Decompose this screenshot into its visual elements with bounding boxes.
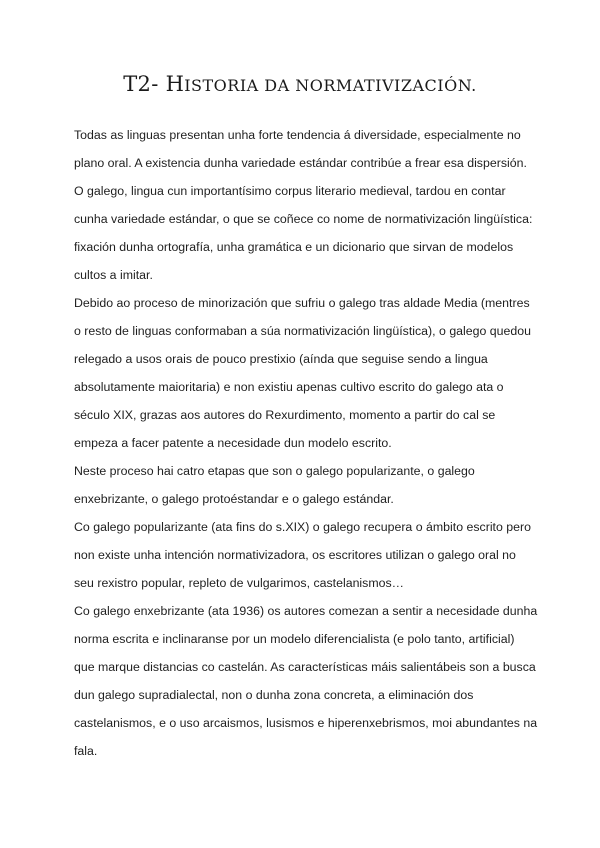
body-line: plano oral. A existencia dunha variedade estándar contribúe a frear esa dispersión. xyxy=(74,156,527,170)
body-line: Debido ao proceso de minorización que sufriu o galego tras aldade Media (mentres xyxy=(74,296,530,310)
body-line: Todas as linguas presentan unha forte tendencia á diversidade, especialmente no xyxy=(74,128,521,142)
body-line: cultos a imitar. xyxy=(74,268,153,282)
body-line: empeza a facer patente a necesidade dun modelo escrito. xyxy=(74,436,392,450)
body-line: Co galego popularizante (ata fins do s.XIX) o galego recupera o ámbito escrito pero xyxy=(74,520,531,534)
body-line: relegado a usos orais de pouco prestixio (aínda que seguise sendo a lingua xyxy=(74,352,488,366)
body-line: dun galego supradialectal, non o dunha zona concreta, a eliminación dos xyxy=(74,688,474,702)
body-line: Co galego enxebrizante (ata 1936) os autores comezan a sentir a necesidade dunha xyxy=(74,604,538,618)
title-prefix: T2- xyxy=(123,72,166,96)
body-line: cunha variedade estándar, o que se coñece co nome de normativización lingüística: xyxy=(74,212,533,226)
body-line: enxebrizante, o galego protoéstandar e o galego estándar. xyxy=(74,492,394,506)
body-line: que marque distancias co castelán. As características máis salientábeis son a busca xyxy=(74,660,536,674)
title-first-letter: H xyxy=(165,72,185,96)
document-body xyxy=(74,121,538,765)
body-line: castelanismos, e o uso arcaismos, lusismos e hiperenxebrismos, moi abundantes na xyxy=(74,716,538,730)
document-title xyxy=(0,72,600,96)
body-line: seu rexistro popular, repleto de vulgarimos, castelanismos… xyxy=(74,576,405,590)
body-line: non existe unha intención normativizadora, os escritores utilizan o galego oral no xyxy=(74,548,516,562)
body-line: o resto de linguas conformaban a súa normativización lingüística), o galego quedou xyxy=(74,324,532,338)
body-line: Neste proceso hai catro etapas que son o galego popularizante, o galego xyxy=(74,464,475,478)
body-line: século XIX, grazas aos autores do Rexurdimento, momento a partir do cal se xyxy=(74,408,496,422)
body-line: fixación dunha ortografía, unha gramática e un dicionario que sirvan de modelos xyxy=(74,240,514,254)
body-line: absolutamente maioritaria) e non existiu apenas cultivo escrito do galego ata o xyxy=(74,380,504,394)
body-line: fala. xyxy=(74,744,98,758)
title-rest: ISTORIA DA NORMATIVIZACIÓN. xyxy=(184,76,477,95)
body-line: norma escrita e inclinaranse por un modelo diferencialista (e polo tanto, artificial) xyxy=(74,632,515,646)
body-line: O galego, lingua cun importantísimo corpus literario medieval, tardou en contar xyxy=(74,184,506,198)
